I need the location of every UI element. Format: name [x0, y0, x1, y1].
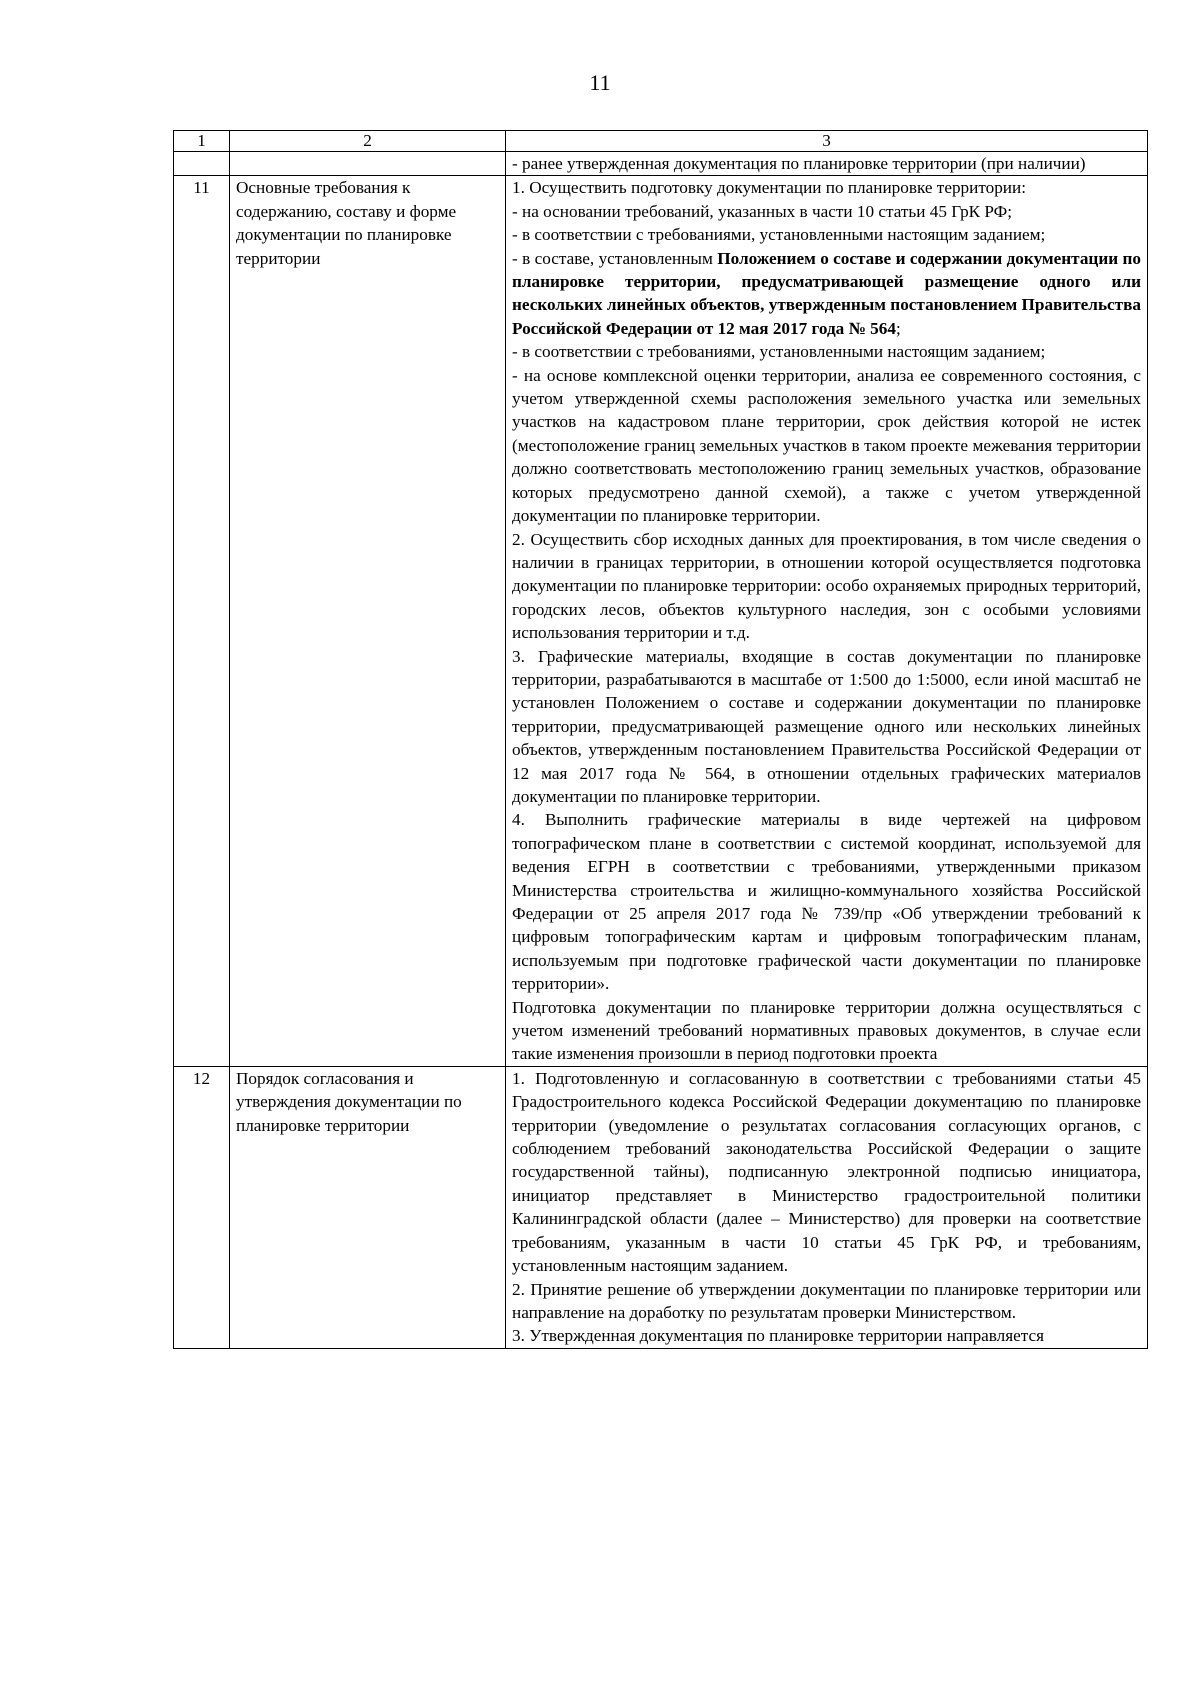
- row-11-paragraph-10: Подготовка документации по планировке территории должна осуществляться с учетом изменений требований нормативных правовых документов, в случае если такие изменения произошли в период подготовки проекта: [512, 997, 1141, 1064]
- row-12-paragraph-2: 2. Принятие решение об утверждении документации по планировке территории или направление на доработку по результатам проверки Министерством.: [512, 1279, 1141, 1322]
- row-11-paragraph-4-prefix: - в составе, установленным: [512, 248, 718, 268]
- row-11-regulation-reference: Положением о составе и содержании документации по планировке территории, предусматривающей размещение одного или нескольких линейных объектов, утвержденным постановлением Правительства Российской Федерации от 12 мая 2017 года № 564: [512, 248, 1142, 338]
- continuation-text: - ранее утвержденная документация по планировке территории (при наличии): [512, 154, 1086, 173]
- row-11-paragraph-7: 2. Осуществить сбор исходных данных для проектирования, в том числе сведения о наличии в границах территории, в отношении которой осуществляется подготовка документации по планировке территории: особо охраняемых природных территорий, городских лесов, объектов культурного наследия, зон с особыми условиями использования территории и т.д.: [512, 529, 1141, 643]
- page-number: 11: [589, 70, 611, 95]
- header-col-2: 2: [230, 131, 506, 152]
- row-11-paragraph-4: [512, 247, 1141, 341]
- row-11-paragraph-9: 4. Выполнить графические материалы в виде чертежей на цифровом топографическом плане в соответствии с системой координат, используемой для ведения ЕГРН в соответствии с требованиями, утвержденными приказом Министерства строительства и жилищно-коммунального хозяйства Российской Федерации от 25 апреля 2017 года № 739/пр «Об утверждении требований к цифровым топографическим картам и цифровым топографическим планам, используемым при подготовке графической части документации по планировке территории».: [512, 810, 1141, 994]
- row-12-content: [506, 1066, 1148, 1348]
- table-row-11: [174, 176, 1148, 1066]
- header-col-3: 3: [506, 131, 1148, 152]
- continuation-num-cell: [174, 152, 230, 176]
- row-11-paragraph-4-suffix: ;: [895, 318, 901, 338]
- row-12-paragraph-1: 1. Подготовленную и согласованную в соответствии с требованиями статьи 45 Градостроительного кодекса Российской Федерации документацию по планировке территории (уведомление о результатах согласования согласующих органов, с соблюдением требований законодательства Российской Федерации о защите государственной тайны), подписанную электронной подписью инициатора, инициатор представляет в Министерство градостроительной политики Калининградской области (далее – Министерство) для проверки на соответствие требованиям, указанным в части 10 статьи 45 ГрК РФ, и требованиям, установленным настоящим заданием.: [512, 1068, 1141, 1276]
- row-11-content: [506, 176, 1148, 1066]
- row-11-paragraph-3: - в соответствии с требованиями, установленными настоящим заданием;: [512, 225, 1046, 245]
- row-11-paragraph-5: - в соответствии с требованиями, установленными настоящим заданием;: [512, 342, 1046, 362]
- requirements-table: [173, 130, 1148, 1349]
- header-col-1: 1: [174, 131, 230, 152]
- table-row-continuation: [174, 152, 1148, 176]
- row-11-number: 11: [174, 176, 230, 1066]
- row-12-number: 12: [174, 1066, 230, 1348]
- row-11-paragraph-2: - на основании требований, указанных в части 10 статьи 45 ГрК РФ;: [512, 201, 1013, 221]
- row-11-label: Основные требования к содержанию, составу и форме документации по планировке территории: [230, 176, 506, 1066]
- row-11-paragraph-6: - на основе комплексной оценки территории, анализа ее современного состояния, с учетом утвержденной схемы расположения земельного участка или земельных участков на кадастровом плане территории, срок действия которой не истек (местоположение границ земельных участков в таком проекте межевания территории должно соответствовать местоположению границ земельных участков, образование которых предусмотрено данной схемой), а также с учетом утвержденной документации по планировке территории.: [512, 365, 1141, 526]
- row-11-paragraph-1: 1. Осуществить подготовку документации по планировке территории:: [512, 178, 1026, 198]
- row-12-label: Порядок согласования и утверждения документации по планировке территории: [230, 1066, 506, 1348]
- continuation-label-cell: [230, 152, 506, 176]
- continuation-text-cell: [506, 152, 1148, 176]
- row-12-paragraph-3: 3. Утвержденная документация по планировке территории направляется: [512, 1326, 1045, 1346]
- table-header-row: [174, 131, 1148, 152]
- row-11-paragraph-8: 3. Графические материалы, входящие в состав документации по планировке территории, разрабатываются в масштабе от 1:500 до 1:5000, если иной масштаб не установлен Положением о составе и содержании документации по планировке территории, предусматривающей размещение одного или нескольких линейных объектов, утвержденным постановлением Правительства Российской Федерации от 12 мая 2017 года № 564, в отношении отдельных графических материалов документации по планировке территории.: [512, 646, 1141, 806]
- table-row-12: [174, 1066, 1148, 1348]
